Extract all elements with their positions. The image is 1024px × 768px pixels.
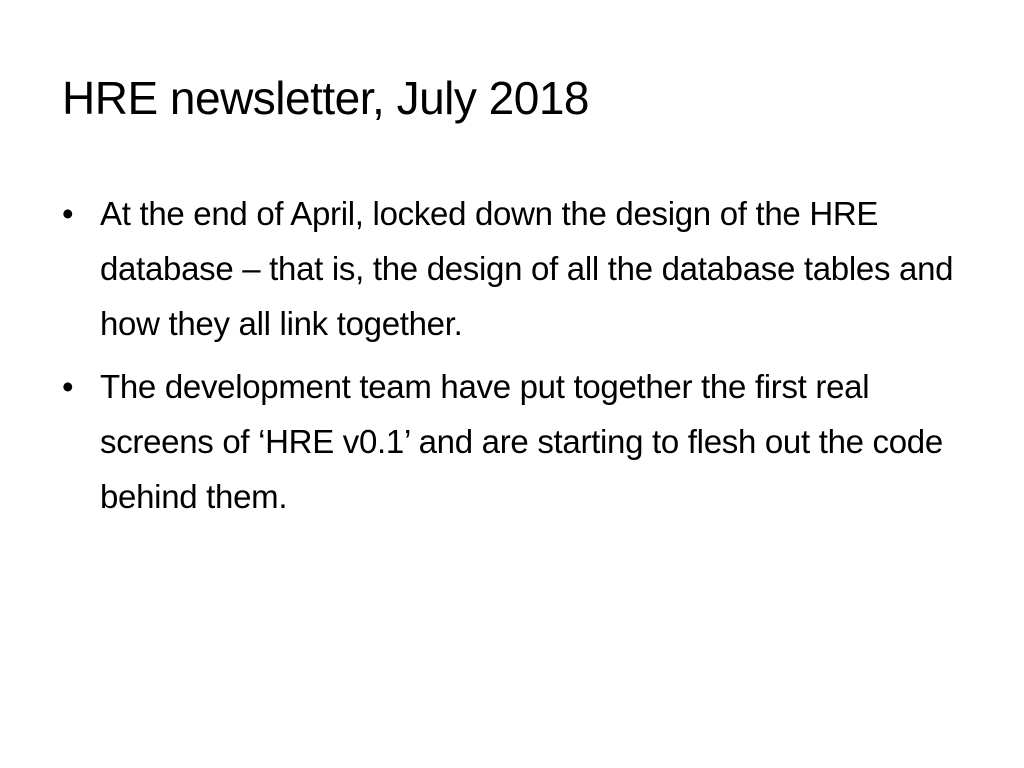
bullet-dot-icon: • [62,368,74,405]
bullet-item-locked-down-design [62,186,962,351]
slide-title: HRE newsletter, July 2018 [62,72,589,124]
bullet-text: At the end of April, locked down the design of the HRE database – that is, the design of all the database tables and how they all link together. [100,195,954,342]
bullet-dot-icon: • [62,195,74,232]
bullet-item-first-screens [62,359,962,524]
bullet-list [62,186,962,532]
bullet-text: The development team have put together the first real screens of ‘HRE v0.1’ and are starting to flesh out the code behind them. [100,368,943,515]
